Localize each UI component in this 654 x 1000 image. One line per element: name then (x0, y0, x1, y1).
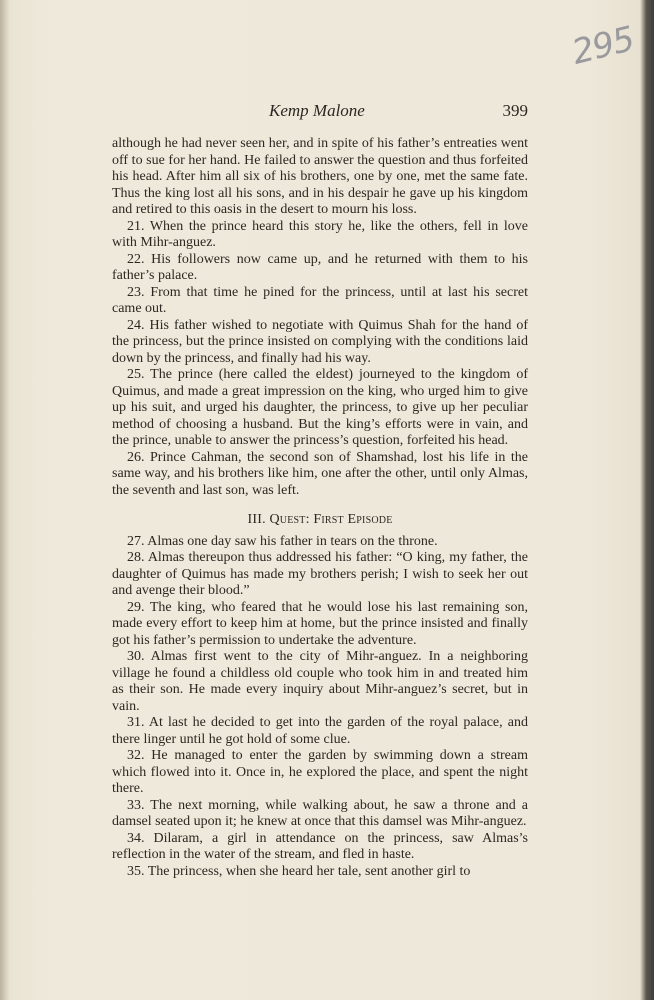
paragraph-35: 35. The princess, when she heard her tale, sent another girl to (127, 863, 471, 879)
paragraph-24: 24. His father wished to negotiate with Quimus Shah for the hand of the princess, but the prince insisted on complying with the conditions laid down by the princess, and finally had his way. (112, 317, 528, 366)
section-title: Quest: First Episode (269, 512, 393, 527)
section-heading (112, 512, 528, 529)
paragraph-25: 25. The prince (here called the eldest) journeyed to the kingdom of Quimus, and made a great impression on the king, who urged him to give up his suit, and urged his daughter, the princess, to give up her peculiar method of choosing a husband. But the king’s efforts were in vain, and the prince, unable to answer the princess’s question, forfeited his head. (112, 367, 528, 448)
paragraph-32: 32. He managed to enter the garden by swimming down a stream which flowed into it. Once in, he explored the place, and spent the night there. (112, 748, 528, 796)
body-text (112, 136, 528, 880)
paragraph-21: 21. When the prince heard this story he, like the others, fell in love with Mihr-anguez. (112, 218, 528, 250)
paragraph-29: 29. The king, who feared that he would lose his last remaining son, made every effort to keep him at home, but the prince insisted and finally got his father’s permission to undertake the adventure. (112, 599, 528, 648)
paragraph-28: 28. Almas thereupon thus addressed his father: “O king, my father, the daughter of Quimus has made my brothers perish; I wish to seek her out and avenge their blood.” (112, 550, 528, 598)
paragraph-30: 30. Almas first went to the city of Mihr-anguez. In a neighboring village he found a childless old couple who took him in and treated him as their son. He made every inquiry about Mihr-anguez’s secret, but in vain. (112, 649, 528, 714)
page-edge (640, 0, 654, 1000)
page-number: 399 (502, 101, 528, 120)
gutter-shadow (0, 0, 10, 1000)
paragraph-34: 34. Dilaram, a girl in attendance on the princess, saw Almas’s reflection in the water of the stream, and fled in haste. (112, 830, 528, 862)
paragraph-33: 33. The next morning, while walking about, he saw a throne and a damsel seated upon it; he knew at once that this damsel was Mihr-anguez. (112, 797, 528, 829)
paragraph-27: 27. Almas one day saw his father in tears on the throne. (127, 533, 438, 549)
paragraph-26: 26. Prince Cahman, the second son of Shamshad, lost his life in the same way, and his brothers like him, one after the other, until only Almas, the seventh and last son, was left. (112, 449, 528, 498)
pencil-folio-number: 295 (568, 19, 638, 73)
section-numeral: III. (247, 512, 266, 527)
paragraph-23: 23. From that time he pined for the princess, until at last his secret came out. (112, 284, 528, 316)
paragraph-22: 22. His followers now came up, and he returned with them to his father’s palace. (112, 251, 528, 283)
paragraph-31: 31. At last he decided to get into the garden of the royal palace, and there linger until he got hold of some clue. (112, 715, 528, 747)
running-head (112, 101, 528, 123)
paragraph-continued: although he had never seen her, and in spite of his father’s entreaties went off to sue for her hand. He failed to answer the question and thus forfeited his head. After him all six of his brothers, one by one, met the same fate. Thus the king lost all his sons, and in his despair he gave up his kingdom and retired to this oasis in the desert to mourn his loss. (112, 136, 528, 217)
running-head-author: Kemp Malone (269, 101, 365, 120)
